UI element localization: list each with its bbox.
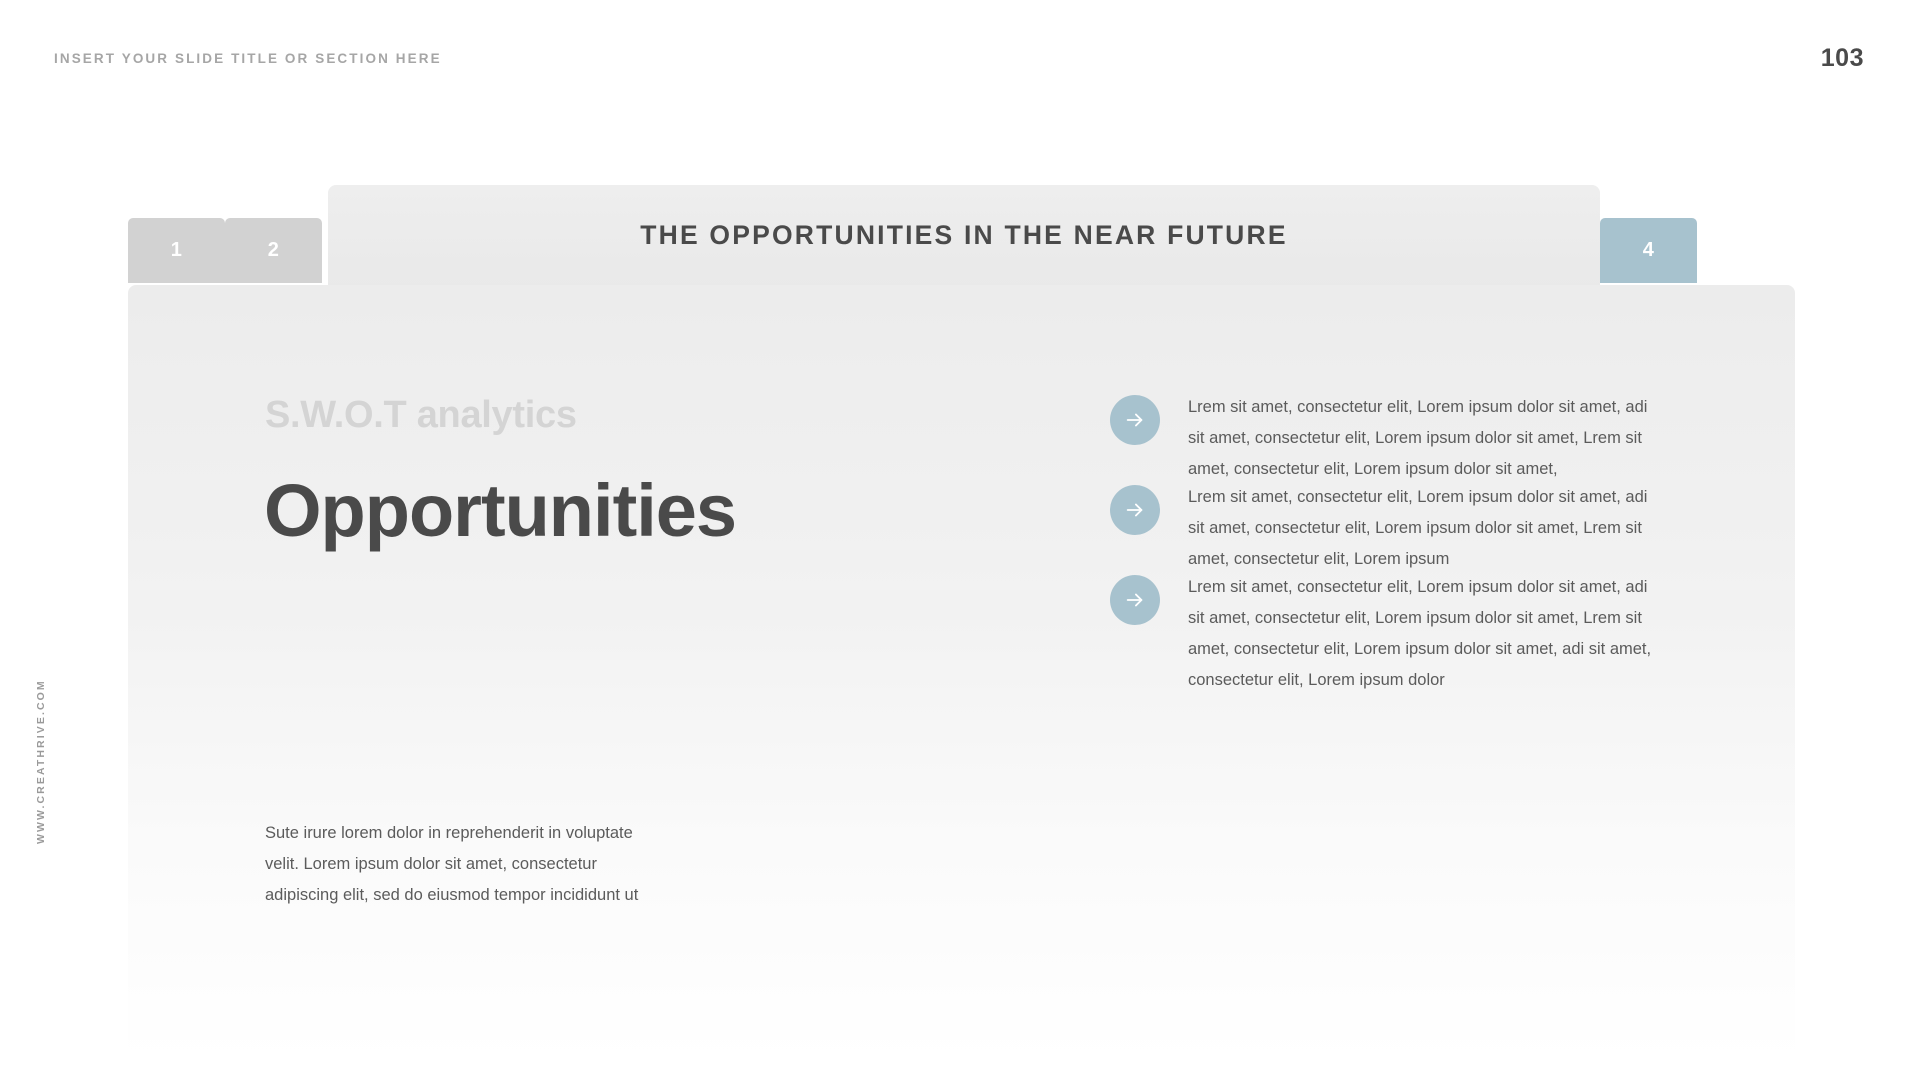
tab-4-label: 4 xyxy=(1642,239,1655,261)
tab-1-label: 1 xyxy=(170,239,183,261)
arrow-right-icon xyxy=(1110,575,1160,625)
page-number: 103 xyxy=(1820,44,1864,72)
tab-2[interactable] xyxy=(225,218,322,283)
list-item xyxy=(1110,485,1670,575)
tab-4[interactable] xyxy=(1600,218,1697,283)
bullet-list xyxy=(1110,395,1670,696)
list-item-text: Lrem sit amet, consectetur elit, Lorem ipsum dolor sit amet, adi sit amet, consectetur elit, Lorem ipsum dolor sit amet, Lrem sit amet, consectetur elit, Lorem ipsum dolor sit amet, xyxy=(1188,398,1648,478)
tab-2-label: 2 xyxy=(267,239,280,261)
list-item xyxy=(1110,575,1670,696)
arrow-right-icon xyxy=(1110,395,1160,445)
banner-title: THE OPPORTUNITIES IN THE NEAR FUTURE xyxy=(640,220,1288,250)
slide-section-title: INSERT YOUR SLIDE TITLE OR SECTION HERE xyxy=(54,51,442,66)
website-url-vertical: WWW.CREATHRIVE.COM xyxy=(35,679,47,844)
banner-card xyxy=(328,185,1600,290)
list-item-text: Lrem sit amet, consectetur elit, Lorem ipsum dolor sit amet, adi sit amet, consectetur elit, Lorem ipsum dolor sit amet, Lrem sit amet, consectetur elit, Lorem ipsum dolor sit amet, adi sit amet, consectetur elit, Lorem ipsum dolor xyxy=(1188,578,1652,689)
list-item xyxy=(1110,395,1670,485)
left-paragraph: Sute irure lorem dolor in reprehenderit in voluptate velit. Lorem ipsum dolor sit amet, consectetur adipiscing elit, sed do eiusmod tempor incididunt ut xyxy=(265,824,639,904)
arrow-right-icon xyxy=(1110,485,1160,535)
content-title: Opportunities xyxy=(264,469,737,552)
list-item-text: Lrem sit amet, consectetur elit, Lorem ipsum dolor sit amet, adi sit amet, consectetur elit, Lorem ipsum dolor sit amet, Lrem sit amet, consectetur elit, Lorem ipsum xyxy=(1188,488,1648,568)
content-subtitle: S.W.O.T analytics xyxy=(265,394,577,436)
tab-1[interactable] xyxy=(128,218,225,283)
